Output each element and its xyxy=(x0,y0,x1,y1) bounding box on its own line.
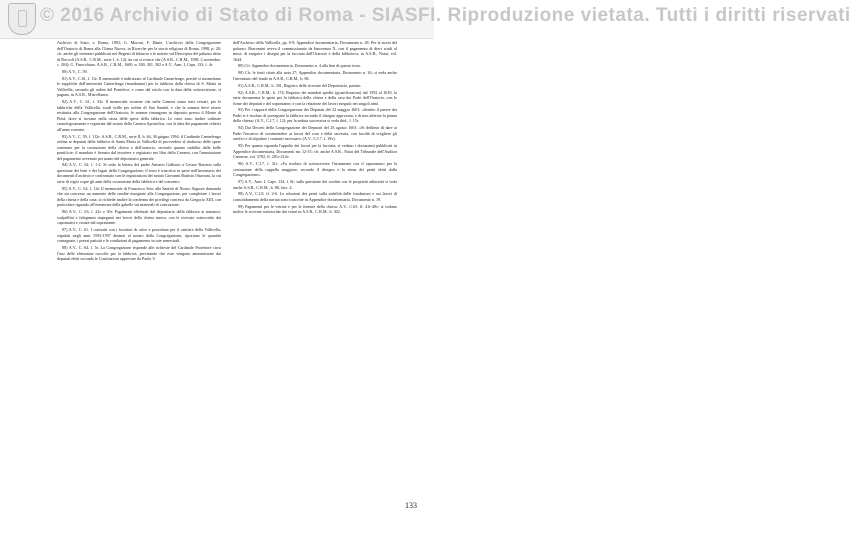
footnote: 86) A.V., C. 63, f. 22v e 30r: Pagamenti effettuati dal depositario della fabbrica ai muratori, scalpellini e falegnami impegnati nei lavori della chiesa nuova, con le ricevute sottoscritte dai capomastri e vistate dal soprastante. xyxy=(57,209,221,226)
watermark-text: © 2016 Archivio di Stato di Roma - SIASFI. Riproduzione vietata. Tutti i diritti riservati xyxy=(40,5,851,26)
footnote: 82) A.V., C. 61, f. 33r. Il memoriale sostiene che nella Camera siano stati versati, per le fabbriche della Vallicella, scudi mille per ordine di Sua Santità, e che la somma deve essere restituita alla Congregazione dell'Oratorio; le somme rimangono in deposito presso il Monte di Pietà, dove si trovano nella cassa delle spese della fabbrica. Le carte sono inoltre ordinate cronologicamente e registrate dal notaio della Camera Apostolica, con la data dei pagamenti relativi all'anno corrente. xyxy=(57,99,221,132)
left-column-footnotes xyxy=(57,40,221,508)
footnote: dell'Archivio della Vallicella, pp. 6-9; Appendice documentaria, Documento n. 28. Per la storia del palazzo: Borromini aveva il commissionato da Innocenzo X, con il pagamento di dieci scudi al mese, di eseguire i disegni per la facciata dell'Oratorio e della biblioteca; in A.S.R., Notai, vol. 1644. xyxy=(233,40,397,62)
document-page xyxy=(57,40,397,510)
footnote: 92) A.S.R., C.R.M., b. 176, Registro dei mandati spediti (giustificazioni) dal 1592 al 1610; la serie documenta le spese per la fabbrica della chiesa e della casa dei Padri dell'Oratorio, con le firme dei deputati e del soprastante, e con la relazione dei lavori eseguiti nei singoli anni. xyxy=(233,89,397,106)
footnote: 90) Cfr. le fonti citate alla nota 27; Appendice documentaria, Documento n. 26; si veda anche l'inventario del fondo in A.S.R., C.R.M., b. 86. xyxy=(233,70,397,81)
footnote: 91) A.S.R., C.R.M., b. 301, Registro delle ricevute del Depositario, passim. xyxy=(238,82,362,88)
footnote: 94) Dai Decreti della Congregazione dei Deputati del 26 agosto 1601: «Si delibera di dare ai Padri l'incarico di sovrintendere ai lavori del coro e della sacrestia, con facoltà di scegliere gli artefici e di stipulare i contratti necessari» (A.V., C.I.7, f. 19v). xyxy=(233,125,397,142)
footnote: 97) A.V., Arm. I, Caps. 134, f. 8r; sulla questione dei confini con le proprietà adiacenti si veda anche A.S.R., C.R.M., b. 88, fasc. 4. xyxy=(233,179,397,190)
watermark-banner xyxy=(0,0,851,39)
page-number: 133 xyxy=(405,501,417,510)
archive-shield-logo-icon xyxy=(8,3,36,35)
footnote: 95) Per quanto riguarda l'appalto dei lavori per la facciata, si vedano i documenti pubblicati in Appendice documentaria, Documenti nn. 12-15; cfr. anche A.S.R., Notai del Tribunale dell'Auditor Camerae, vol. 3782, ff. 201r-214v. xyxy=(233,143,397,160)
footnote: 98) A.V., C.I.8, ff. 2-6. Le relazioni dei periti sulla stabilità delle fondazioni e sui lavori di consolidamento della navata sono trascritte in Appendice documentaria, Documento n. 19. xyxy=(233,191,397,202)
footnote: 89) Cfr. Appendice documentaria, Documento n. 4 alla fine di questo testo. xyxy=(238,63,361,69)
footnote: Archivio di Stato, v. Roma, 1892; G. Moroni, F. Dante, L'archivio della Congregazione dell'Oratorio di Roma alla Chiesa Nuova, in Ricerche per la storia religiosa di Roma, 1998, p. 20; cfr. anche gli inventari pubblicati nei Regesti di bilancio e le notizie sul Descriptor del palazzo detto di Roccoli (A.S.R., C.R.M., serie 1, b. 14), da cui si evince che (A.S.R., C.R.M., 1588, 2 novembre, c. 204); G. Finocchiaro, A.S.R., C.R.M., 1600, n. 300, 301, 302 e A.V., Arm. I, Caps. 133, f. 4r. xyxy=(57,40,221,67)
footnote: 80) A.V., C. 59. xyxy=(62,68,88,74)
footnote: 81) A.V., C.61, f. 13r. Il memoriale è indirizzato al Cardinale Camerlengo, perché si trasmettano le suppliche dell'università Camerlengo (mandatario) per la fabbrica della chiesa di S. Maria in Vallicella; secondo gli ordini del Pontefice, e come dal rotolo con la data della sottoscrizione, si pagano, in A.S.R., Miscellanea. xyxy=(57,75,221,98)
footnote: 88) A.V., C. 64, f. 5r. La Congregazione risponde alle richieste del Cardinale Protettore circa l'uso delle elemosine raccolte per la fabbrica, precisando che esse vengono amministrate dai deputati eletti secondo le Costituzioni approvate da Paolo V. xyxy=(57,245,221,262)
footnote: 83) A.V., C. 59, f. 112r; A.S.R., C.R.M., serie II, b. 64, 30 giugno 1594: il Cardinale Camerlengo ordina ai deputati della fabbrica di Santa Maria in Vallicella di provvedere al rimborso delle spese sostenute per la costruzione della chiesa e dell'oratorio, secondo quanto stabilito dalle bolle pontificie; il mandato è firmato dal tesoriere e registrato nei libri della Camera, con l'annotazione del pagamento avvenuto per mano del depositario generale. xyxy=(57,133,221,161)
footnote: 84) A.V., C. 62, f. 1-2. Si veda la lettera del padre Antonio Gallonio a Cesare Baronio sulla questione dei beni e dei legati della Congregazione; il testo è trascritto in parte nell'inventario dei documenti d'archivio e confrontato con le registrazioni del notaio Giovanni Battista Ottaviani, la cui serie di rogiti copre gli anni della costruzione della fabbrica e del convento. xyxy=(57,162,221,184)
footnote: 99) Pagamenti per le vetrate e per le finestre della chiesa: A.V., C.63, ff. 41r-48v; si vedano inoltre le ricevute sottoscritte dai vetrai in A.S.R., C.R.M., b. 302. xyxy=(233,203,397,215)
footnote: 96) A.V., C.I.7, f. 31r: «Fu risoluto di sottoscrivere l'istrumento con il capomastro per la costruzione della cappella maggiore, secondo il disegno e la stima dei periti eletti dalla Congregazione». xyxy=(233,161,397,178)
footnote: 93) Per i rapporti della Congregazione dei Deputati del 23 maggio 1601: «Sentito il parere dei Padri si è risoluto di proseguire la fabbrica secondo il disegno approvato, e di non alterare la pianta della chiesa» (A.V., C.I.7, f. 12); per la seduta successiva si veda ibid., f. 15r. xyxy=(233,107,397,124)
footnote: 87) A.V., C. 61. I contratti con i fornitori di calce e pozzolana per il cantiere della Vallicella, stipulati negli anni 1593-1597 dinanzi al notaio della Congregazione, riportano le quantità consegnate, i prezzi pattuiti e le condizioni di pagamento in rate semestrali. xyxy=(57,227,221,244)
footnote: 85) A.V., C. 62, f. 14r. Il memoriale di Francesco Soto alla Santità di Nostro Signore domanda che sia concesso un aumento delle rendite assegnate alla Congregazione, per completare i lavori della chiesa e della casa; si richiede inoltre la conferma dei privilegi concessi da Gregorio XIII, con particolare riguardo all'esenzione delle gabelle sui materiali di costruzione. xyxy=(57,185,221,208)
right-column-footnotes xyxy=(233,40,397,508)
